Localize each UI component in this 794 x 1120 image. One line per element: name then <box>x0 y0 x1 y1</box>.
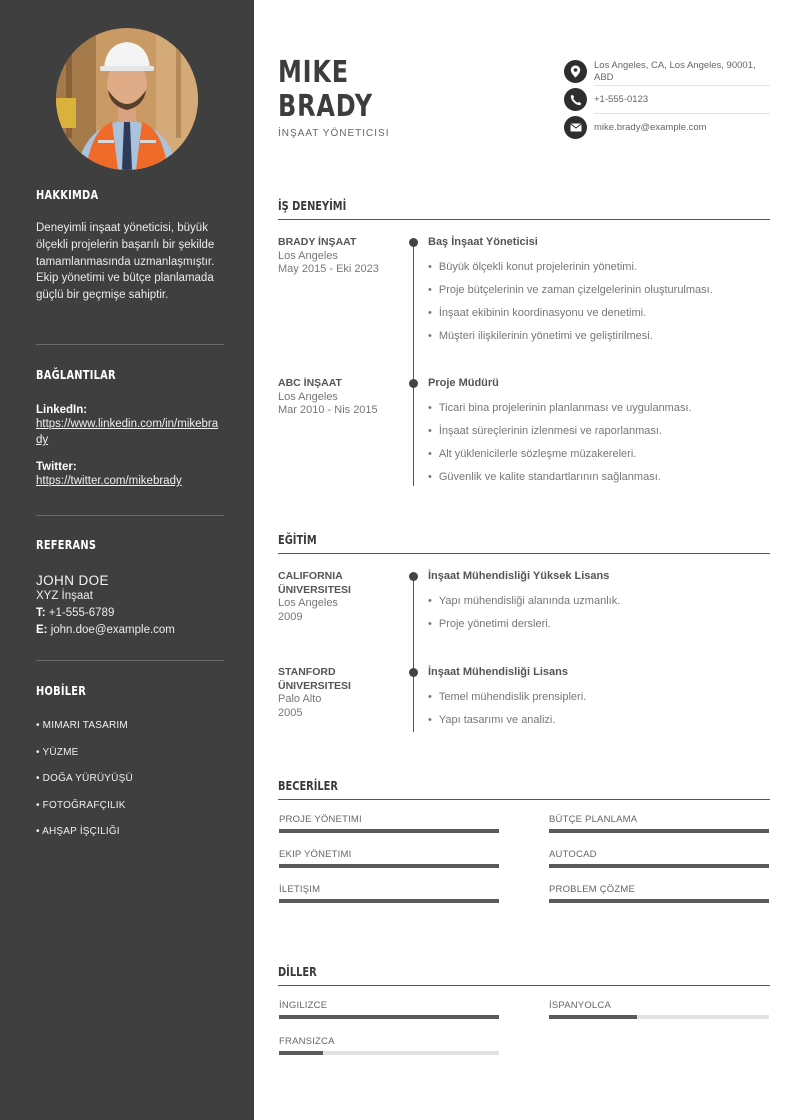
timeline-dot <box>409 668 418 677</box>
graduation-year: 2005 <box>278 706 303 719</box>
hobby-item: • YÜZME <box>36 746 79 758</box>
address-text: Los Angeles, CA, Los Angeles, 90001, ABD <box>594 60 756 83</box>
experience-bullet: • Müşteri ilişkilerinin yönetimi ve geliştirilmesi. <box>428 330 653 342</box>
education-bullet: • Temel mühendislik prensipleri. <box>428 691 586 703</box>
skill-bar <box>279 829 499 833</box>
education-entry-meta <box>278 570 398 624</box>
email-text: mike.brady@example.com <box>594 122 707 133</box>
reference-email-value: john.doe@example.com <box>50 624 175 636</box>
hobby-item: • DOĞA YÜRÜYÜŞÜ <box>36 773 133 784</box>
hobby-item: • AHŞAP İŞÇILIĞI <box>36 826 120 837</box>
skill-bar <box>279 864 499 868</box>
experience-bullet: • İnşaat ekibinin koordinasyonu ve denetimi. <box>428 307 646 319</box>
experience-entry-meta <box>278 236 398 277</box>
sidebar-divider <box>36 515 224 516</box>
experience-bullet: • İnşaat süreçlerinin izlenmesi ve raporlanması. <box>428 425 662 437</box>
graduation-year: 2009 <box>278 610 303 623</box>
name-heading <box>278 56 373 124</box>
degree-title: İnşaat Mühendisliği Lisans <box>428 666 568 678</box>
employment-dates: May 2015 - Eki 2023 <box>278 263 379 275</box>
section-divider <box>278 799 770 800</box>
reference-phone-value: +1-555-6789 <box>48 607 115 619</box>
language-label: İSPANYOLCA <box>549 1000 612 1011</box>
sidebar-divider <box>36 660 224 661</box>
company-name: BRADY İNŞAAT <box>278 236 357 248</box>
language-bar <box>549 1015 769 1019</box>
phone-text: +1-555-0123 <box>594 94 649 105</box>
skill-bar-fill <box>279 829 499 833</box>
education-bullet: • Proje yönetimi dersleri. <box>428 618 551 630</box>
language-bar <box>279 1015 499 1019</box>
reference-section <box>36 538 224 639</box>
skill-bar-fill <box>279 864 499 868</box>
experience-timeline <box>413 243 414 486</box>
links-section <box>36 368 224 489</box>
company-location: Los Angeles <box>278 390 338 403</box>
twitter-link[interactable]: https://twitter.com/mikebrady <box>36 475 182 487</box>
degree-title: İnşaat Mühendisliği Yüksek Lisans <box>428 570 610 582</box>
first-name: MIKE <box>278 55 350 90</box>
skill-bar <box>549 864 769 868</box>
hobbies-title: HOBİLER <box>36 684 87 698</box>
language-bar-fill <box>549 1015 637 1019</box>
language-bar-fill <box>279 1015 499 1019</box>
skill-bar <box>549 899 769 903</box>
last-name: BRADY <box>278 89 373 124</box>
section-divider <box>278 219 770 220</box>
school-name: ÜNIVERSITESI <box>278 583 351 596</box>
hobby-item: • MIMARI TASARIM <box>36 720 128 731</box>
links-title: BAĞLANTILAR <box>36 368 116 382</box>
timeline-dot <box>409 379 418 388</box>
education-timeline <box>413 577 414 732</box>
experience-title: İŞ DENEYİMİ <box>278 199 347 213</box>
company-name: ABC İNŞAAT <box>278 377 342 389</box>
position-title: Proje Müdürü <box>428 377 499 389</box>
position-title: Baş İnşaat Yöneticisi <box>428 236 538 248</box>
mail-icon <box>564 116 587 139</box>
skill-label: PROBLEM ÇÖZME <box>549 884 635 895</box>
timeline-dot <box>409 238 418 247</box>
experience-entry-meta <box>278 377 398 418</box>
contact-divider <box>594 85 770 86</box>
language-label: İNGILIZCE <box>279 1000 328 1011</box>
skill-label: İLETIŞIM <box>279 884 321 895</box>
skill-label: AUTOCAD <box>549 849 597 860</box>
twitter-label: Twitter: <box>36 461 77 473</box>
reference-phone <box>36 605 224 622</box>
section-divider <box>278 553 770 554</box>
education-bullet: • Yapı tasarımı ve analizi. <box>428 714 555 726</box>
school-name: CALIFORNIA <box>278 570 343 582</box>
skill-bar-fill <box>549 864 769 868</box>
reference-title: REFERANS <box>36 538 97 552</box>
skill-label: PROJE YÖNETIMI <box>279 814 362 825</box>
skill-bar-fill <box>549 899 769 903</box>
skill-label: BÜTÇE PLANLAMA <box>549 814 638 825</box>
skills-title: BECERİLER <box>278 779 338 793</box>
sidebar-divider <box>36 344 224 345</box>
skill-bar <box>549 829 769 833</box>
language-label: FRANSIZCA <box>279 1036 335 1047</box>
about-text: Deneyimli inşaat yöneticisi, büyük ölçekli projelerin başarılı bir şekilde tamamlanmasında uzmanlaşmıştır. Ekip yönetimi ve bütçe planlamada güçlü bir geçmişe sahiptir. <box>36 222 215 302</box>
contact-divider <box>594 113 770 114</box>
language-bar-fill <box>279 1051 323 1055</box>
education-bullet: • Yapı mühendisliği alanında uzmanlık. <box>428 595 620 607</box>
company-location: Los Angeles <box>278 249 338 262</box>
about-title: HAKKIMDA <box>36 188 99 202</box>
experience-bullet: • Alt yüklenicilerle sözleşme müzakereleri. <box>428 448 636 460</box>
education-title: EĞİTİM <box>278 533 317 547</box>
skill-bar-fill <box>549 829 769 833</box>
section-divider <box>278 985 770 986</box>
experience-bullet: • Proje bütçelerinin ve zaman çizelgelerinin oluşturulması. <box>428 284 713 296</box>
skill-bar-fill <box>279 899 499 903</box>
school-location: Los Angeles <box>278 597 338 609</box>
school-name: STANFORD <box>278 666 336 678</box>
sidebar <box>0 0 254 1120</box>
experience-bullet: • Büyük ölçekli konut projelerinin yönetimi. <box>428 261 637 273</box>
skill-bar <box>279 899 499 903</box>
hobby-item: • FOTOĞRAFÇILIK <box>36 799 126 811</box>
school-location: Palo Alto <box>278 693 322 705</box>
about-section <box>36 188 224 304</box>
language-bar <box>279 1051 499 1055</box>
phone-icon <box>564 88 587 111</box>
hobbies-section <box>36 684 224 853</box>
school-name: ÜNIVERSITESI <box>278 679 351 692</box>
experience-bullet: • Güvenlik ve kalite standartlarının sağlanması. <box>428 471 661 483</box>
timeline-dot <box>409 572 418 581</box>
worker-portrait-image <box>56 28 198 170</box>
location-icon <box>564 60 587 83</box>
linkedin-label: LinkedIn: <box>36 404 88 416</box>
reference-email <box>36 622 224 639</box>
reference-name: JOHN DOE <box>36 573 109 588</box>
experience-bullet: • Ticari bina projelerinin planlanması ve uygulanması. <box>428 402 692 414</box>
education-entry-meta <box>278 666 398 720</box>
profile-photo <box>56 28 198 170</box>
reference-company: XYZ İnşaat <box>36 590 93 602</box>
linkedin-link[interactable]: https://www.linkedin.com/in/mikebrady <box>36 418 219 446</box>
languages-title: DİLLER <box>278 965 317 979</box>
reference-phone-label: T: <box>36 607 46 619</box>
reference-email-label: E: <box>36 624 48 636</box>
skill-label: EKIP YÖNETIMI <box>279 849 352 860</box>
job-title: İNŞAAT YÖNETICISI <box>278 128 390 139</box>
employment-dates: Mar 2010 - Nis 2015 <box>278 404 378 416</box>
